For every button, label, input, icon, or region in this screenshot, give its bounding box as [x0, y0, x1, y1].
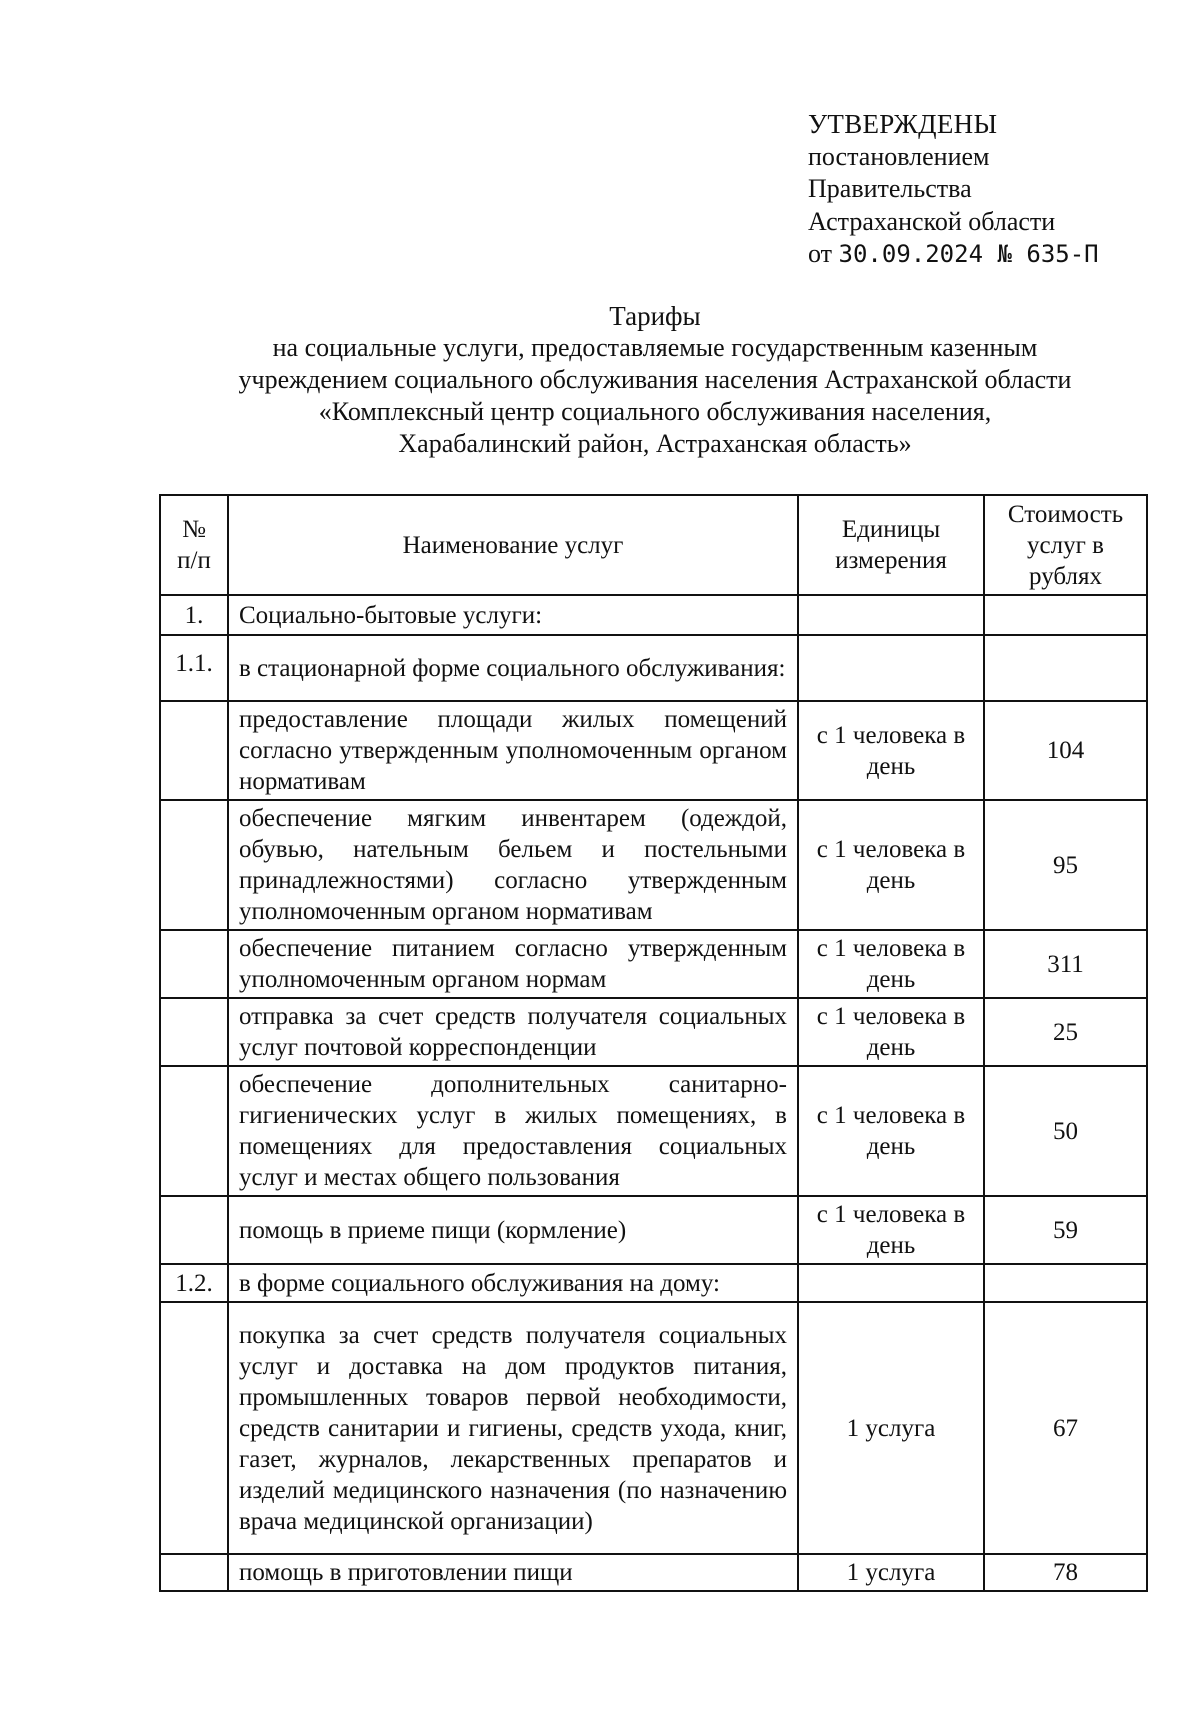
row-num	[160, 1554, 228, 1591]
row-num	[160, 1196, 228, 1264]
row-name: отправка за счет средств получателя социальных услуг почтовой корреспонденции	[228, 998, 798, 1066]
approval-line-1: постановлением	[808, 141, 990, 171]
approval-line-2: Правительства	[808, 174, 972, 203]
row-unit: с 1 человека в день	[798, 1196, 984, 1264]
header-name: Наименование услуг	[228, 495, 798, 595]
row-name: обеспечение питанием согласно утвержденным уполномоченным органом нормам	[228, 930, 798, 998]
header-price: Стоимость услуг в рублях	[984, 495, 1147, 595]
table-header-row	[160, 495, 1147, 595]
row-num: 1.	[160, 595, 228, 635]
row-price: 59	[984, 1196, 1147, 1264]
row-price	[984, 595, 1147, 635]
approval-heading: УТВЕРЖДЕНЫ	[808, 109, 998, 139]
row-price	[984, 635, 1147, 701]
table-row	[160, 1554, 1147, 1591]
row-unit: 1 услуга	[798, 1554, 984, 1591]
title-main: Тарифы	[609, 301, 701, 331]
row-name: в стационарной форме социального обслуживания:	[228, 635, 798, 701]
row-name: помощь в приеме пищи (кормление)	[228, 1196, 798, 1264]
title-line-2: учреждением социального обслуживания населения Астраханской области	[238, 365, 1072, 394]
row-unit: с 1 человека в день	[798, 998, 984, 1066]
table-row	[160, 1196, 1147, 1264]
title-line-1: на социальные услуги, предоставляемые государственным казенным	[272, 333, 1038, 362]
row-unit	[798, 1264, 984, 1302]
row-unit: с 1 человека в день	[798, 701, 984, 800]
table-row	[160, 1302, 1147, 1554]
header-num: № п/п	[160, 495, 228, 595]
row-unit: с 1 человека в день	[798, 1066, 984, 1196]
table-row	[160, 635, 1147, 701]
row-price: 104	[984, 701, 1147, 800]
row-num	[160, 701, 228, 800]
table-row	[160, 998, 1147, 1066]
table-row	[160, 930, 1147, 998]
row-num: 1.1.	[160, 635, 228, 701]
row-price: 311	[984, 930, 1147, 998]
table-row	[160, 595, 1147, 635]
row-price: 78	[984, 1554, 1147, 1591]
row-num	[160, 800, 228, 930]
row-price: 95	[984, 800, 1147, 930]
row-name: покупка за счет средств получателя социальных услуг и доставка на дом продуктов питания, промышленных товаров первой необходимости, средств санитарии и гигиены, средств ухода, книг, газет, журналов, лекарственных препаратов и изделий медицинского назначения (по назначению врача медицинской организации)	[228, 1302, 798, 1554]
approval-date-prefix: от	[808, 239, 833, 268]
row-num	[160, 1066, 228, 1196]
row-unit	[798, 635, 984, 701]
tariffs-table	[159, 494, 1148, 1592]
row-unit: 1 услуга	[798, 1302, 984, 1554]
row-num	[160, 930, 228, 998]
table-row	[160, 1066, 1147, 1196]
document-title	[160, 300, 1150, 460]
row-unit	[798, 595, 984, 635]
title-line-3: «Комплексный центр социального обслуживания населения,	[318, 397, 992, 426]
row-name: помощь в приготовлении пищи	[228, 1554, 798, 1591]
title-line-4: Харабалинский район, Астраханская область»	[398, 429, 912, 458]
row-name: Социально-бытовые услуги:	[228, 595, 798, 635]
row-num: 1.2.	[160, 1264, 228, 1302]
row-price: 67	[984, 1302, 1147, 1554]
row-num	[160, 998, 228, 1066]
approval-line-3: Астраханской области	[808, 206, 1056, 236]
row-unit: с 1 человека в день	[798, 800, 984, 930]
row-price: 50	[984, 1066, 1147, 1196]
row-name: обеспечение дополнительных санитарно-гигиенических услуг в жилых помещениях, в помещениях для предоставления социальных услуг и местах общего пользования	[228, 1066, 798, 1196]
row-name: обеспечение мягким инвентарем (одеждой, обувью, нательным бельем и постельными принадлежностями) согласно утвержденным уполномоченным органом нормативам	[228, 800, 798, 930]
row-unit: с 1 человека в день	[798, 930, 984, 998]
row-price	[984, 1264, 1147, 1302]
row-num	[160, 1302, 228, 1554]
table-row	[160, 1264, 1147, 1302]
table-row	[160, 800, 1147, 930]
approval-stamp	[808, 108, 1099, 271]
row-name: предоставление площади жилых помещений согласно утвержденным уполномоченным органом нормативам	[228, 701, 798, 800]
approval-date-value: 30.09.2024 № 635-П	[838, 240, 1099, 268]
row-price: 25	[984, 998, 1147, 1066]
row-name: в форме социального обслуживания на дому:	[228, 1264, 798, 1302]
table-row	[160, 701, 1147, 800]
approval-date-line	[808, 238, 1099, 271]
header-unit: Единицы измерения	[798, 495, 984, 595]
